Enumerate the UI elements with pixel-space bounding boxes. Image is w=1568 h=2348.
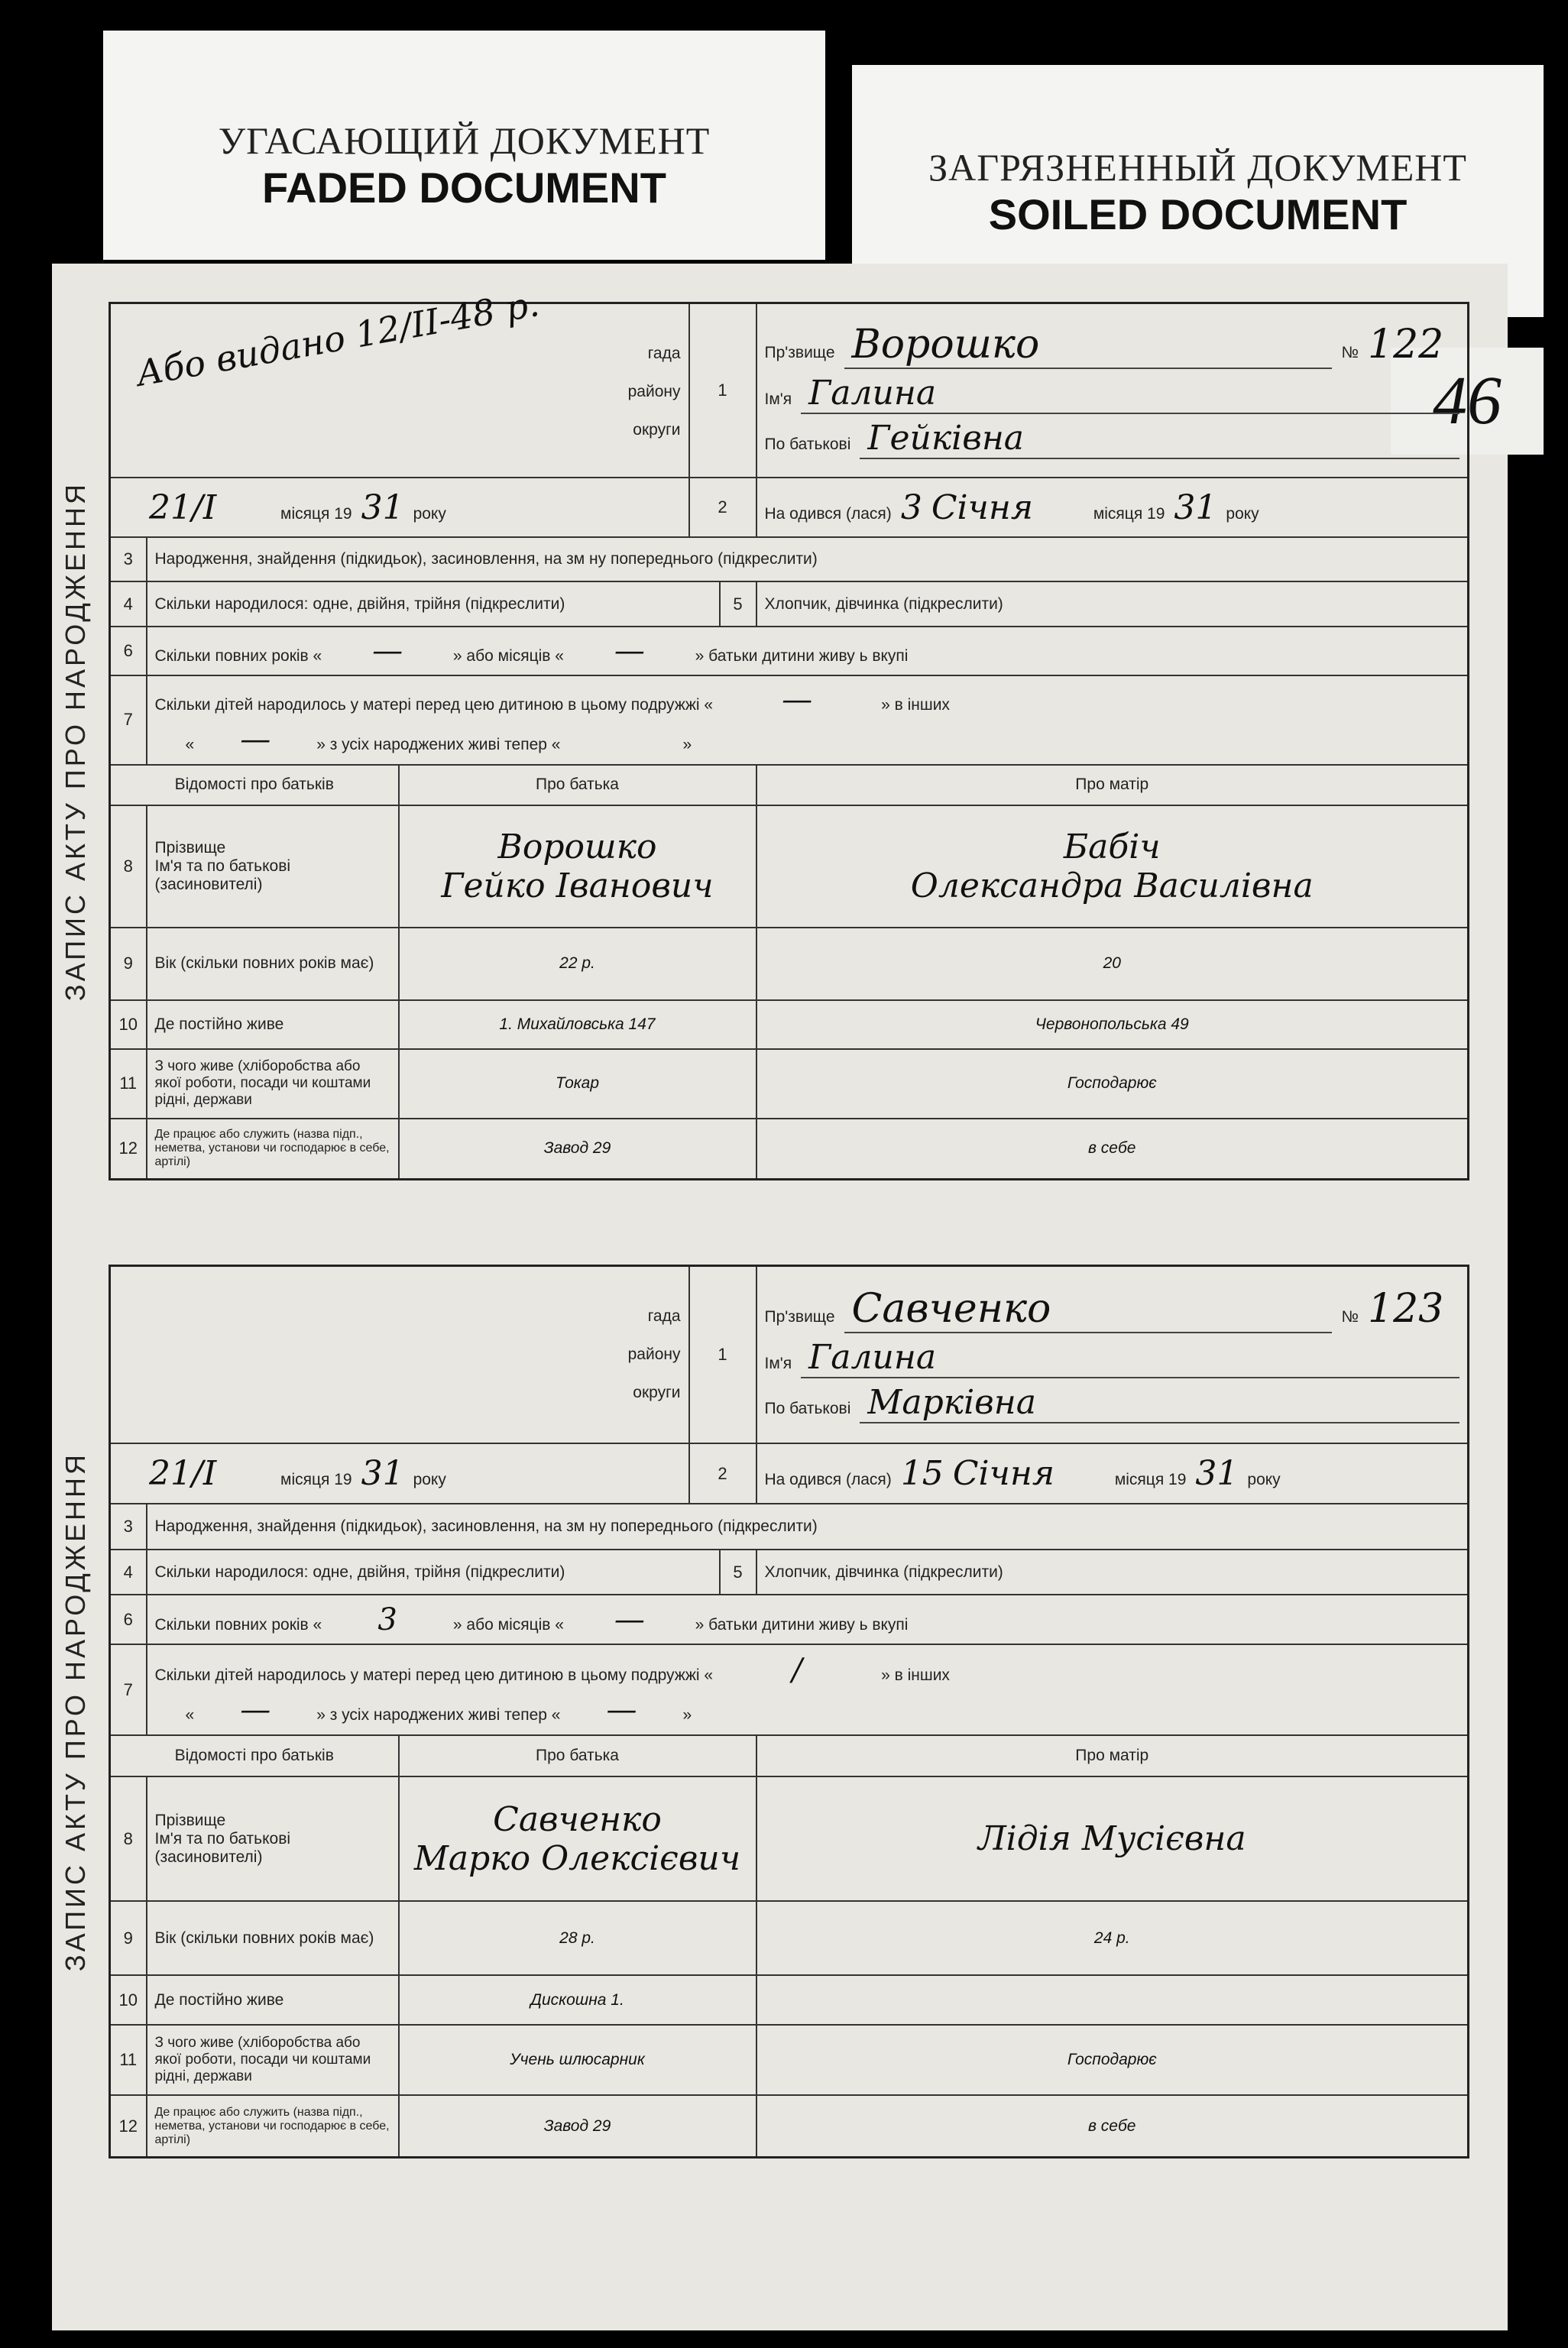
mother-address: Червонопольська 49 [756, 1000, 1469, 1049]
month-label: місяця 19 [280, 504, 352, 523]
father-names [399, 805, 756, 928]
together-months: — [614, 1601, 645, 1637]
previous-children: Скільки дітей народилось у матері перед цею дитиною в цьому подружжі « — » в інших « — » з усіх народжених живі тепер « » [147, 675, 1469, 765]
together-years: — [372, 633, 403, 669]
parents-header: Відомості про батьків [110, 1735, 399, 1776]
registration-year: 31 [361, 487, 404, 527]
birth-multiplicity: Скільки народилося: одне, двійня, трійня (підкреслити) [147, 1550, 720, 1595]
born-label: На одився (лася) [764, 504, 892, 523]
child-name: Галина [801, 1338, 1459, 1378]
record-table [109, 1265, 1469, 2159]
age-label: Вік (скільки повних років має) [147, 1901, 399, 1975]
father-surname: Ворошко [497, 827, 657, 866]
father-occupation: Токар [399, 1049, 756, 1118]
row-number: 11 [110, 2025, 147, 2095]
record-number: 122 [1368, 322, 1444, 368]
mother-header: Про матір [756, 765, 1469, 805]
father-age: 22 р. [399, 928, 756, 1001]
mother-workplace: в себе [756, 1119, 1469, 1180]
record-side-title: ЗАПИС АКТУ ПРО НАРОДЖЕННЯ [60, 481, 91, 1002]
address-label: Де постійно живе [147, 1975, 399, 2025]
birth-date [756, 478, 1469, 537]
row-number: 10 [110, 1975, 147, 2025]
birth-month: Січня [952, 1454, 1055, 1494]
father-workplace: Завод 29 [399, 2095, 756, 2157]
event-type: Народження, знайдення (підкидьок), засиновлення, на зм ну попереднього (підкреслити) [147, 1504, 1469, 1550]
together-suffix-label: » батьки дитини живу ь вкупі [695, 1615, 909, 1634]
row-number: 1 [689, 303, 756, 478]
registration-date [110, 1443, 689, 1504]
birth-year: 31 [1174, 487, 1217, 527]
registration-year: 31 [361, 1454, 404, 1494]
birth-day: 3 [900, 487, 922, 527]
row-number: 8 [110, 1776, 147, 1900]
father-names [399, 1776, 756, 1900]
event-type: Народження, знайдення (підкидьок), засиновлення, на зм ну попереднього (підкреслити) [147, 537, 1469, 582]
children-living-label: » з усіх народжених живі тепер « [316, 736, 561, 754]
row-number: 3 [110, 1504, 147, 1550]
rayonu-label: району [627, 1346, 681, 1363]
number-label: № [1341, 1308, 1359, 1326]
children-other: — [240, 722, 271, 758]
children-living: — [606, 1692, 637, 1728]
faded-document-label [103, 31, 825, 260]
row-number: 8 [110, 805, 147, 928]
row-number: 9 [110, 1901, 147, 1975]
registration-date [110, 478, 689, 537]
together-years-label: Скільки повних років « [154, 646, 322, 665]
soiled-label-ru: ЗАГРЯЗНЕННЫЙ ДОКУМЕНТ [928, 146, 1467, 189]
occupation-label: З чого живе (хліборобства або якої роботи, посади чи коштами рідні, держави [147, 2025, 399, 2095]
row-number: 5 [720, 1550, 756, 1595]
faded-label-en: FADED DOCUMENT [262, 164, 666, 212]
birth-year: 31 [1195, 1454, 1239, 1494]
parents-together [147, 627, 1469, 675]
name-label: Ім'я [764, 1355, 792, 1373]
gada-label: гада [647, 1307, 681, 1325]
row-number: 7 [110, 1644, 147, 1735]
child-sex: Хлопчик, дівчинка (підкреслити) [756, 1550, 1469, 1595]
names-label: Прізвище Ім'я та по батькові (засиновителі) [147, 1776, 399, 1900]
registration-office [110, 1266, 689, 1444]
registration-day: 21/І [149, 1454, 217, 1494]
row-number: 2 [689, 478, 756, 537]
okrugy-label: округи [633, 421, 681, 439]
gada-label: гада [647, 345, 681, 362]
registration-office [110, 283, 689, 478]
month-label: місяця 19 [280, 1471, 352, 1489]
mother-surname: Бабіч [1063, 827, 1161, 866]
children-before: / [792, 1652, 802, 1688]
child-surname: Ворошко [844, 322, 1333, 369]
children-before: — [782, 682, 813, 718]
surname-label: Пр'звище [764, 1308, 835, 1326]
mother-address [756, 1975, 1469, 2025]
faded-label-ru: УГАСАЮЩИЙ ДОКУМЕНТ [218, 119, 711, 162]
father-header: Про батька [399, 1735, 756, 1776]
mother-occupation: Господарює [756, 1049, 1469, 1118]
year-label: року [1247, 1471, 1281, 1489]
record-table [109, 283, 1469, 1180]
row-number: 10 [110, 1000, 147, 1049]
father-age: 28 р. [399, 1901, 756, 1975]
sheet-number: 46 [1391, 348, 1544, 455]
child-patronymic: Марківна [860, 1383, 1459, 1423]
patronymic-label: По батькові [764, 436, 851, 454]
row-number: 4 [110, 1550, 147, 1595]
row-number: 6 [110, 627, 147, 675]
mother-header: Про матір [756, 1735, 1469, 1776]
surname-label: Пр'звище [764, 344, 835, 362]
row-number: 7 [110, 675, 147, 765]
children-before-label: Скільки дітей народилось у матері перед цею дитиною в цьому подружжі « [154, 696, 714, 714]
birth-record [60, 1265, 1467, 2159]
birth-date [756, 1443, 1469, 1504]
together-months: — [614, 633, 645, 669]
children-living-label: » з усіх народжених живі тепер « [316, 1705, 561, 1724]
mother-name: Олександра Василівна [910, 866, 1314, 905]
born-month-label: місяця 19 [1114, 1471, 1187, 1489]
born-month-label: місяця 19 [1093, 504, 1165, 523]
child-name-block [756, 1266, 1469, 1444]
issue-stamp: Або видано 12/ІІ-48 р. [133, 283, 543, 394]
record-side-title: ЗАПИС АКТУ ПРО НАРОДЖЕННЯ [60, 1451, 91, 1972]
names-label: Прізвище Ім'я та по батькові (засиновителі) [147, 805, 399, 928]
workplace-label: Де працює або служить (назва підп., неметва, установи чи господарює в себе, артілі) [147, 2095, 399, 2157]
father-address: 1. Михайловська 147 [399, 1000, 756, 1049]
father-name: Гейко Іванович [441, 866, 714, 905]
mother-age: 24 р. [756, 1901, 1469, 1975]
child-name: Галина [801, 374, 1459, 414]
row-number: 12 [110, 1119, 147, 1180]
mother-name: Лідія Мусієвна [977, 1819, 1246, 1859]
address-label: Де постійно живе [147, 1000, 399, 1049]
okrugy-label: округи [633, 1384, 681, 1401]
together-years-label: Скільки повних років « [154, 1615, 322, 1634]
parents-header: Відомості про батьків [110, 765, 399, 805]
father-workplace: Завод 29 [399, 1119, 756, 1180]
name-label: Ім'я [764, 390, 792, 409]
birth-multiplicity: Скільки народилося: одне, двійня, трійня (підкреслити) [147, 581, 720, 627]
mother-occupation: Господарює [756, 2025, 1469, 2095]
workplace-label: Де працює або служить (назва підп., неметва, установи чи господарює в себе, артілі) [147, 1119, 399, 1180]
birth-day: 15 [900, 1454, 944, 1494]
parents-together [147, 1595, 1469, 1644]
children-other-label: » в інших [881, 696, 950, 714]
together-months-label: » або місяців « [452, 646, 564, 665]
row-number: 9 [110, 928, 147, 1001]
row-number: 2 [689, 1443, 756, 1504]
row-number: 6 [110, 1595, 147, 1644]
mother-workplace: в себе [756, 2095, 1469, 2157]
father-header: Про батька [399, 765, 756, 805]
previous-children: Скільки дітей народилось у матері перед цею дитиною в цьому подружжі « / » в інших « — » з усіх народжених живі тепер « — » [147, 1644, 1469, 1735]
father-address: Дискошна 1. [399, 1975, 756, 2025]
children-other-label: » в інших [881, 1666, 950, 1684]
occupation-label: З чого живе (хліборобства або якої роботи, посади чи коштами рідні, держави [147, 1049, 399, 1118]
mother-names [756, 805, 1469, 928]
together-years: 3 [377, 1601, 397, 1637]
father-surname: Савченко [493, 1799, 662, 1839]
father-name: Марко Олексієвич [413, 1838, 741, 1878]
row-number: 11 [110, 1049, 147, 1118]
row-number: 3 [110, 537, 147, 582]
child-sex: Хлопчик, дівчинка (підкреслити) [756, 581, 1469, 627]
soiled-label-en: SOILED DOCUMENT [988, 190, 1408, 238]
number-label: № [1341, 344, 1359, 362]
year-label: року [413, 1471, 446, 1489]
father-occupation: Учень шлюсарник [399, 2025, 756, 2095]
together-suffix-label: » батьки дитини живу ь вкупі [695, 646, 909, 665]
mother-names [756, 1776, 1469, 1900]
row-number: 5 [720, 581, 756, 627]
row-number: 1 [689, 1266, 756, 1444]
born-label: На одився (лася) [764, 1471, 892, 1489]
mother-age: 20 [756, 928, 1469, 1001]
child-name-block [756, 303, 1469, 478]
birth-month: Січня [931, 487, 1034, 527]
child-surname: Савченко [844, 1286, 1333, 1333]
year-label: року [1226, 504, 1259, 523]
record-number: 123 [1368, 1286, 1444, 1333]
child-patronymic: Гейківна [860, 419, 1459, 459]
children-other: — [240, 1692, 271, 1728]
age-label: Вік (скільки повних років має) [147, 928, 399, 1001]
together-months-label: » або місяців « [452, 1615, 564, 1634]
row-number: 12 [110, 2095, 147, 2157]
registration-day: 21/І [149, 487, 217, 527]
row-number: 4 [110, 581, 147, 627]
patronymic-label: По батькові [764, 1400, 851, 1418]
children-before-label: Скільки дітей народилось у матері перед цею дитиною в цьому подружжі « [154, 1666, 714, 1684]
birth-record [60, 283, 1467, 1180]
year-label: року [413, 504, 446, 523]
rayonu-label: району [627, 383, 681, 400]
